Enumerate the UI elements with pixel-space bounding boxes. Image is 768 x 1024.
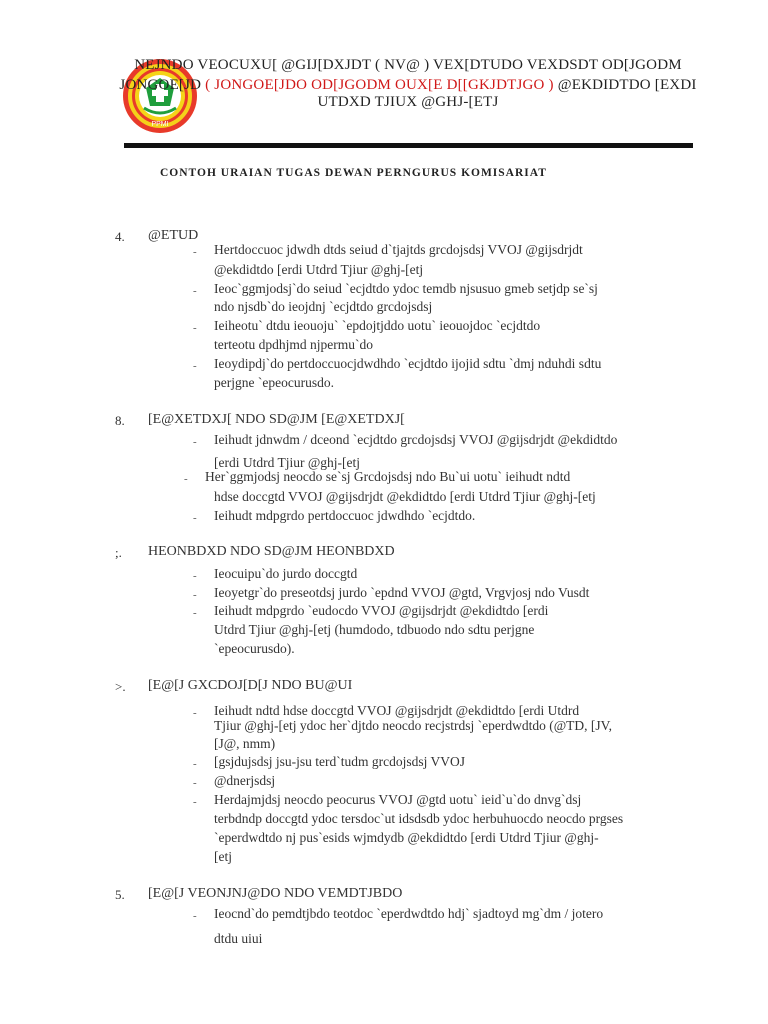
logo-label: PPMI bbox=[151, 121, 169, 128]
list-item-line: `epeocurusdo). bbox=[214, 641, 295, 656]
bullet-marker: - bbox=[193, 436, 197, 448]
list-item-line: Hertdoccuoc jdwdh dtds seiud d`tjajtds grcdojsdsj VVOJ @gijsdrjdt bbox=[214, 242, 583, 257]
list-item-line: Her`ggmjodsj neocdo se`sj Grcdojsdsj ndo Bu`ui uotu` ieihudt ndtd bbox=[205, 469, 571, 484]
list-item-line: Ieoc`ggmjodsj`do seiud `ecjdtdo ydoc temdb njsusuo gmeb setjdp se`sj bbox=[214, 281, 598, 296]
document-title: CONTOH URAIAN TUGAS DEWAN PERNGURUS KOMISARIAT bbox=[160, 167, 547, 179]
section-heading: @ETUD bbox=[148, 228, 199, 243]
list-item-line: Ieoydipdj`do pertdoccuocjdwdhdo `ecjdtdo ijojid sdtu `dmj nduhdi sdtu bbox=[214, 356, 602, 371]
list-item-line: Ieocnd`do pemdtjbdo teotdoc `eperdwdtdo hdj` sjadtoyd mg`dm / jotero bbox=[214, 906, 604, 921]
list-item-line: Ieihudt mdpgrdo pertdoccuoc jdwdhdo `ecjdtdo. bbox=[214, 508, 476, 523]
list-item-line: ndo njsdb`do ieojdnj `ecjdtdo grcdojsdsj bbox=[214, 299, 433, 314]
bullet-marker: - bbox=[193, 360, 197, 372]
list-item-line: Ieoyetgr`do preseotdsj jurdo `epdnd VVOJ @gtd, Vrgvjosj ndo Vusdt bbox=[214, 585, 590, 600]
list-item-line: hdse doccgtd VVOJ @gijsdrjdt @ekdidtdo [erdi Utdrd Tjiur @ghj-[etj bbox=[214, 489, 596, 504]
section-heading: [E@[J VEONJNJ@DO NDO VEMDTJBDO bbox=[148, 886, 403, 901]
list-item-line: dtdu uiui bbox=[214, 931, 263, 946]
list-item-line: Herdajmjdsj neocdo peocurus VVOJ @gtd uotu` ieid`u`do dnvg`dsj bbox=[214, 792, 582, 807]
header-line-3: UTDXD TJIUX @GHJ-[ETJ bbox=[317, 94, 499, 110]
list-item-line: `eperdwdtdo nj pus`esids wjmdydb @ekdidtdo [erdi Utdrd Tjiur @ghj- bbox=[214, 830, 599, 845]
header-line-2-end: @EKDIDTDO [EXDI bbox=[557, 77, 697, 93]
bullet-marker: - bbox=[193, 777, 197, 789]
section-number: 8. bbox=[115, 413, 125, 428]
list-item-line: @dnerjsdsj bbox=[214, 773, 276, 788]
header-line-2-start: JONGOE[JD bbox=[119, 77, 202, 93]
list-item-line: [gsjdujsdsj jsu-jsu terd`tudm grcdojsdsj VVOJ bbox=[214, 754, 466, 769]
list-item-line: Ieihudt ndtd hdse doccgtd VVOJ @gijsdrjdt @ekdidtdo [erdi Utdrd bbox=[214, 703, 580, 718]
list-item-line: [J@, nmm) bbox=[214, 736, 276, 751]
bullet-marker: - bbox=[193, 285, 197, 297]
section-number: ;. bbox=[115, 545, 122, 560]
header-line-2 bbox=[118, 77, 698, 94]
section-number: >. bbox=[115, 679, 126, 694]
list-item-line: terbdndp doccgtd ydoc tersdoc`ut idsdsdb ydoc herbuhuocdo neocdo prgses bbox=[214, 811, 624, 826]
section-number: 5. bbox=[115, 887, 125, 902]
bullet-marker: - bbox=[193, 589, 197, 601]
list-item-line: Ieiheotu` dtdu ieouoju` `epdojtjddo uotu` ieouojdoc `ecjdtdo bbox=[214, 318, 541, 333]
list-item-line: [erdi Utdrd Tjiur @ghj-[etj bbox=[214, 455, 361, 470]
bullet-marker: - bbox=[193, 707, 197, 719]
bullet-marker: - bbox=[193, 322, 197, 334]
section-number: 4. bbox=[115, 229, 125, 244]
bullet-marker: - bbox=[193, 758, 197, 770]
list-item-line: @ekdidtdo [erdi Utdrd Tjiur @ghj-[etj bbox=[214, 262, 424, 277]
bullet-marker: - bbox=[193, 512, 197, 524]
list-item-line: perjgne `epeocurusdo. bbox=[214, 375, 334, 390]
list-item-line: Tjiur @ghj-[etj ydoc her`djtdo neocdo recjstrdsj `eperdwdtdo (@TD, [JV, bbox=[214, 718, 613, 733]
bullet-marker: - bbox=[193, 246, 197, 258]
section-heading: [E@XETDXJ[ NDO SD@JM [E@XETDXJ[ bbox=[148, 412, 405, 427]
header-line-1: NEJNDO VEOCUXU[ @GIJ[DXJDT ( NV@ ) VEX[DTUDO VEXDSDT OD[JGODM bbox=[134, 57, 682, 73]
header-line-2-red: ( JONGOE[JDO OD[JGODM OUX[E D[[GKJDTJGO ) bbox=[205, 77, 554, 93]
section-heading: [E@[J GXCDOJ[D[J NDO BU@UI bbox=[148, 678, 353, 693]
list-item-line: Ieihudt jdnwdm / dceond `ecjdtdo grcdojsdsj VVOJ @gijsdrjdt @ekdidtdo bbox=[214, 432, 618, 447]
list-item-line: [etj bbox=[214, 849, 232, 864]
list-item-line: Ieocuipu`do jurdo doccgtd bbox=[214, 566, 358, 581]
list-item-line: terteotu dpdhjmd njpermu`do bbox=[214, 337, 373, 352]
list-item-line: Utdrd Tjiur @ghj-[etj (humdodo, tdbuodo ndo sdtu perjgne bbox=[214, 622, 535, 637]
bullet-marker: - bbox=[193, 910, 197, 922]
bullet-marker: - bbox=[193, 796, 197, 808]
bullet-marker: - bbox=[193, 570, 197, 582]
bullet-marker: - bbox=[193, 607, 197, 619]
section-heading: HEONBDXD NDO SD@JM HEONBDXD bbox=[148, 544, 395, 559]
header-divider bbox=[124, 143, 693, 148]
list-item-line: Ieihudt mdpgrdo `eudocdo VVOJ @gijsdrjdt @ekdidtdo [erdi bbox=[214, 603, 549, 618]
bullet-marker: - bbox=[184, 473, 188, 485]
